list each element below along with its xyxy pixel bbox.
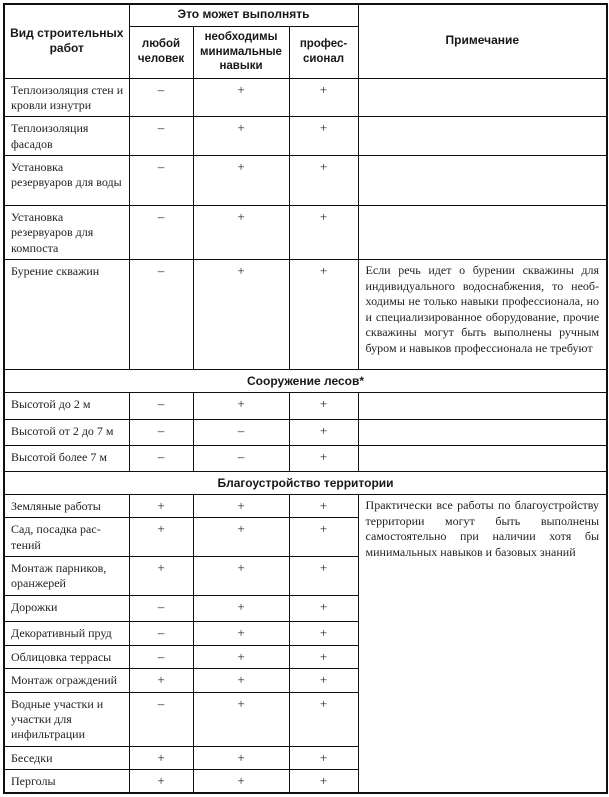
mark-anyone-cell: – bbox=[129, 595, 193, 621]
work-type-cell: Бурение скважин bbox=[4, 260, 129, 370]
mark-professional-cell: + bbox=[289, 155, 358, 205]
mark-professional-cell: + bbox=[289, 420, 358, 446]
mark-anyone-cell: – bbox=[129, 446, 193, 472]
note-cell bbox=[358, 420, 607, 446]
mark-professional-cell: + bbox=[289, 645, 358, 668]
note-cell bbox=[358, 155, 607, 205]
mark-anyone-cell: – bbox=[129, 420, 193, 446]
mark-professional-cell: + bbox=[289, 78, 358, 117]
mark-min-skills-cell: + bbox=[193, 393, 289, 420]
mark-min-skills-cell: + bbox=[193, 692, 289, 746]
section-title: Благоустройство территории bbox=[4, 472, 607, 495]
mark-professional-cell: + bbox=[289, 769, 358, 793]
construction-works-table bbox=[3, 3, 608, 794]
work-type-cell: Беседки bbox=[4, 746, 129, 769]
work-type-cell: Монтаж парников, оранжерей bbox=[4, 557, 129, 596]
work-type-cell: Декоративный пруд bbox=[4, 621, 129, 645]
mark-professional-cell: + bbox=[289, 557, 358, 596]
table-row bbox=[4, 205, 607, 259]
mark-professional-cell: + bbox=[289, 621, 358, 645]
mark-anyone-cell: + bbox=[129, 518, 193, 557]
table-body bbox=[4, 78, 607, 793]
work-type-cell: Установка резервуаров для воды bbox=[4, 155, 129, 205]
mark-professional-cell: + bbox=[289, 595, 358, 621]
mark-anyone-cell: – bbox=[129, 645, 193, 668]
mark-professional-cell: + bbox=[289, 518, 358, 557]
mark-min-skills-cell: + bbox=[193, 769, 289, 793]
work-type-cell: Водные участки и участки для инфильтрации bbox=[4, 692, 129, 746]
note-cell bbox=[358, 446, 607, 472]
note-cell: Практически все работы по благоустройству территории могут быть выполнены самостоятельно при наличии хотя бы минимальных навыков и базовых знаний bbox=[358, 495, 607, 794]
table-row bbox=[4, 393, 607, 420]
mark-min-skills-cell: + bbox=[193, 621, 289, 645]
table-row bbox=[4, 420, 607, 446]
mark-min-skills-cell: + bbox=[193, 518, 289, 557]
mark-min-skills-cell: + bbox=[193, 595, 289, 621]
mark-anyone-cell: – bbox=[129, 393, 193, 420]
mark-professional-cell: + bbox=[289, 446, 358, 472]
mark-anyone-cell: + bbox=[129, 669, 193, 692]
mark-min-skills-cell: + bbox=[193, 645, 289, 668]
mark-professional-cell: + bbox=[289, 692, 358, 746]
col-header-note: Примечание bbox=[358, 4, 607, 78]
note-cell bbox=[358, 78, 607, 117]
mark-min-skills-cell: + bbox=[193, 117, 289, 156]
mark-professional-cell: + bbox=[289, 746, 358, 769]
mark-min-skills-cell: + bbox=[193, 495, 289, 518]
mark-professional-cell: + bbox=[289, 495, 358, 518]
mark-professional-cell: + bbox=[289, 117, 358, 156]
work-type-cell: Монтаж ограждений bbox=[4, 669, 129, 692]
note-cell bbox=[358, 393, 607, 420]
mark-professional-cell: + bbox=[289, 393, 358, 420]
table-row bbox=[4, 78, 607, 117]
mark-min-skills-cell: + bbox=[193, 155, 289, 205]
mark-anyone-cell: – bbox=[129, 155, 193, 205]
work-type-cell: Теплоизоляция стен и кровли изнутри bbox=[4, 78, 129, 117]
mark-anyone-cell: – bbox=[129, 260, 193, 370]
note-cell bbox=[358, 205, 607, 259]
table-row bbox=[4, 495, 607, 518]
mark-min-skills-cell: – bbox=[193, 446, 289, 472]
mark-anyone-cell: + bbox=[129, 495, 193, 518]
section-title: Сооружение лесов* bbox=[4, 370, 607, 393]
work-type-cell: Высотой более 7 м bbox=[4, 446, 129, 472]
mark-min-skills-cell: + bbox=[193, 78, 289, 117]
work-type-cell: Облицовка террасы bbox=[4, 645, 129, 668]
table-row bbox=[4, 117, 607, 156]
work-type-cell: Сад, посадка растений bbox=[4, 518, 129, 557]
section-header-row bbox=[4, 472, 607, 495]
work-type-cell: Перголы bbox=[4, 769, 129, 793]
mark-min-skills-cell: – bbox=[193, 420, 289, 446]
work-type-cell: Высотой до 2 м bbox=[4, 393, 129, 420]
mark-min-skills-cell: + bbox=[193, 205, 289, 259]
note-cell bbox=[358, 117, 607, 156]
work-type-cell: Дорожки bbox=[4, 595, 129, 621]
mark-min-skills-cell: + bbox=[193, 746, 289, 769]
table-row bbox=[4, 155, 607, 205]
col-header-work-type: Вид строительных работ bbox=[4, 4, 129, 78]
mark-professional-cell: + bbox=[289, 669, 358, 692]
table-row bbox=[4, 446, 607, 472]
section-header-row bbox=[4, 370, 607, 393]
work-type-cell: Теплоизоляция фасадов bbox=[4, 117, 129, 156]
col-header-can-perform: Это может выполнять bbox=[129, 4, 358, 26]
mark-min-skills-cell: + bbox=[193, 557, 289, 596]
note-cell: Если речь идет о бурении скважины для индивидуального водоснабжения, то необходимы не только навыки профессионала, но и специализированное оборудование, прочие скважины могут быть выполнены ручным буром и навыков профессионала не требуют bbox=[358, 260, 607, 370]
mark-anyone-cell: + bbox=[129, 769, 193, 793]
mark-anyone-cell: – bbox=[129, 692, 193, 746]
mark-anyone-cell: + bbox=[129, 746, 193, 769]
mark-professional-cell: + bbox=[289, 205, 358, 259]
col-header-professional: профес-сионал bbox=[289, 26, 358, 78]
mark-professional-cell: + bbox=[289, 260, 358, 370]
table-row bbox=[4, 260, 607, 370]
mark-anyone-cell: – bbox=[129, 621, 193, 645]
mark-min-skills-cell: + bbox=[193, 669, 289, 692]
work-type-cell: Высотой от 2 до 7 м bbox=[4, 420, 129, 446]
work-type-cell: Установка резервуаров для компоста bbox=[4, 205, 129, 259]
mark-min-skills-cell: + bbox=[193, 260, 289, 370]
mark-anyone-cell: – bbox=[129, 78, 193, 117]
col-header-anyone: любой человек bbox=[129, 26, 193, 78]
table-header bbox=[4, 4, 607, 78]
mark-anyone-cell: – bbox=[129, 117, 193, 156]
work-type-cell: Земляные работы bbox=[4, 495, 129, 518]
mark-anyone-cell: + bbox=[129, 557, 193, 596]
header-row-group bbox=[4, 4, 607, 26]
mark-anyone-cell: – bbox=[129, 205, 193, 259]
col-header-min-skills: необходимы минимальные навыки bbox=[193, 26, 289, 78]
